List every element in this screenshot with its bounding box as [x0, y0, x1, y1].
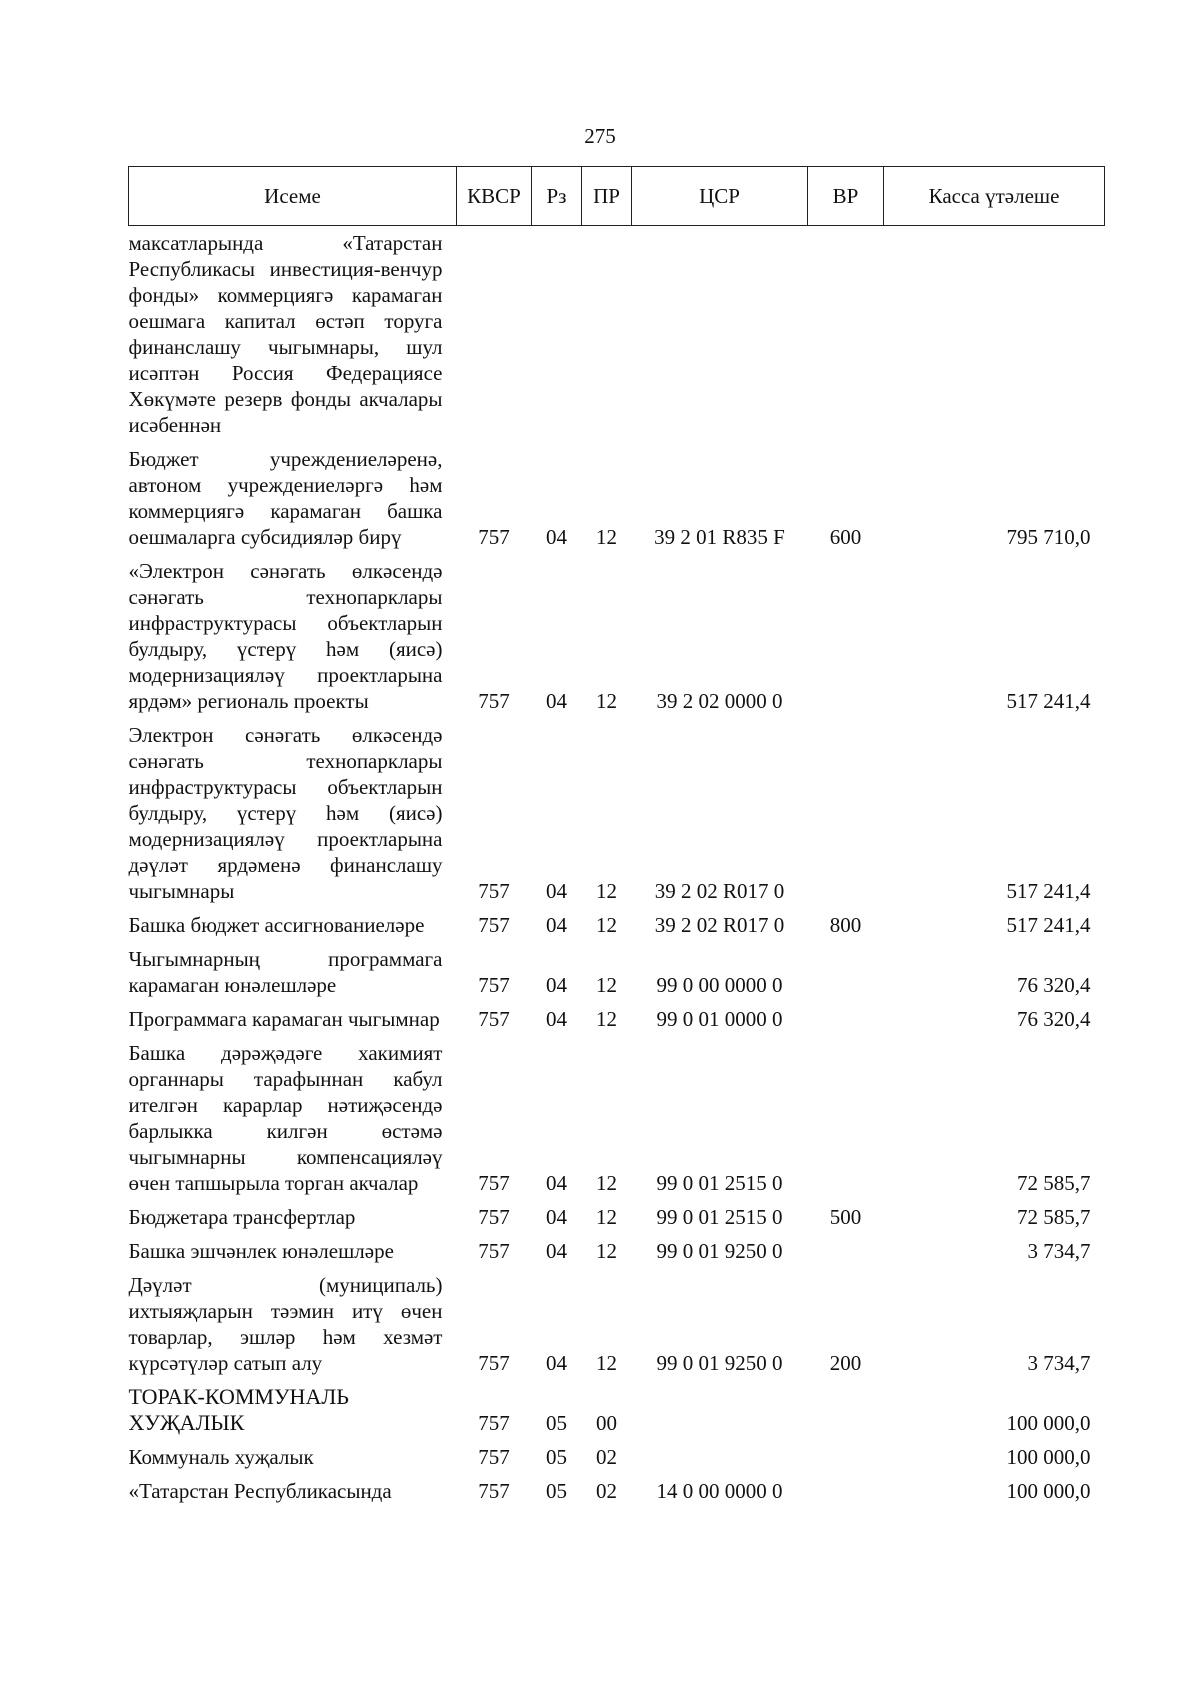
- row-amount: 3 734,7: [1027, 1239, 1091, 1263]
- header-name: Исеме: [129, 167, 457, 226]
- row-kvsr: 757: [478, 1479, 510, 1503]
- row-vr: [808, 718, 884, 908]
- row-rz: 04: [546, 689, 567, 713]
- table-row: [129, 942, 1105, 1002]
- row-csr: [632, 226, 808, 443]
- header-rz: Рз: [532, 167, 582, 226]
- row-kvsr: 757: [478, 525, 510, 549]
- row-rz: 04: [546, 973, 567, 997]
- row-pr: 12: [596, 1205, 617, 1229]
- table-row: [129, 1036, 1105, 1200]
- row-name: Программага карамаган чыгымнар: [128, 1007, 440, 1031]
- row-pr: 12: [596, 1239, 617, 1263]
- row-csr: 99 0 01 9250 0: [656, 1351, 783, 1375]
- row-amount: 100 000,0: [1006, 1411, 1091, 1435]
- row-pr: [582, 226, 632, 443]
- row-vr: [808, 1036, 884, 1200]
- row-name: Башка бюджет ассигнованиеләре: [128, 913, 425, 937]
- table-row: [129, 1234, 1105, 1268]
- header-vr: ВР: [808, 167, 884, 226]
- table-row: [129, 226, 1105, 443]
- row-name: «Татарстан Республикасында: [128, 1479, 392, 1503]
- row-pr: 12: [596, 1351, 617, 1375]
- row-kvsr: 757: [478, 1445, 510, 1469]
- budget-table: [128, 166, 1105, 1508]
- row-name: ТОРАК-КОММУНАЛЬ ХУҖАЛЫК: [128, 1384, 349, 1435]
- row-amount: 517 241,4: [1006, 913, 1091, 937]
- row-rz: 04: [546, 1171, 567, 1195]
- header-kvsr: КВСР: [457, 167, 532, 226]
- table-row: [129, 908, 1105, 942]
- row-vr: [808, 1234, 884, 1268]
- row-name: Бюджет учреждениеләренә, автоном учреждениеләргә һәм коммерциягә карамаган башка оешмаларга субсидияләр бирү: [128, 447, 443, 549]
- row-vr: [808, 1380, 884, 1440]
- row-rz: 04: [546, 525, 567, 549]
- row-pr: 02: [596, 1445, 617, 1469]
- row-name: Электрон сәнәгать өлкәсендә сәнәгать технопарклары инфраструктурасы объектларын булдыру, үстерү һәм (яисә) модернизацияләү проектларына дәүләт ярдәменә финанслашу чыгымнары: [128, 723, 443, 903]
- row-name: Башка дәрәҗәдәге хакимият органнары тарафыннан кабул ителгән карарлар нәтиҗәсендә барлыкка килгән өстәмә чыгымнарны компенсацияләү өчен тапшырыла торган акчалар: [128, 1041, 443, 1195]
- row-vr: [808, 1440, 884, 1474]
- row-rz: 04: [546, 913, 567, 937]
- row-rz: 04: [546, 1239, 567, 1263]
- row-csr: 99 0 00 0000 0: [656, 973, 783, 997]
- page-number: 275: [584, 124, 616, 148]
- row-pr: 00: [596, 1411, 617, 1435]
- row-name: Дәүләт (муниципаль) ихтыяҗларын тәэмин итү өчен товарлар, эшләр һәм хезмәт күрсәтүләр сатып алу: [128, 1273, 443, 1375]
- row-vr: [808, 226, 884, 443]
- row-name: максатларында «Татарстан Республикасы инвестиция-венчур фонды» коммерциягә карамаган оешмага капитал өстәп торуга финанслашу чыгымнары, шул исәптән Россия Федерациясе Хөкүмәте резерв фонды акчалары исәбеннән: [128, 231, 443, 437]
- table-row: [129, 1380, 1105, 1440]
- row-csr: 39 2 01 R835 F: [654, 525, 785, 549]
- row-kvsr: 757: [478, 1411, 510, 1435]
- table-row: [129, 1200, 1105, 1234]
- row-name: Башка эшчәнлек юнәлешләре: [128, 1239, 394, 1263]
- row-pr: 12: [596, 1171, 617, 1195]
- row-kvsr: 757: [478, 1007, 510, 1031]
- row-kvsr: 757: [478, 879, 510, 903]
- row-amount: 795 710,0: [1006, 525, 1091, 549]
- row-pr: 12: [596, 973, 617, 997]
- row-kvsr: 757: [478, 1351, 510, 1375]
- row-csr: 39 2 02 R017 0: [654, 913, 785, 937]
- row-amount: 517 241,4: [1006, 689, 1091, 713]
- row-pr: 12: [596, 1007, 617, 1031]
- row-csr: 39 2 02 0000 0: [656, 689, 783, 713]
- row-name: Бюджетара трансфертлар: [128, 1205, 356, 1229]
- table-row: [129, 1440, 1105, 1474]
- row-name: «Электрон сәнәгать өлкәсендә сәнәгать технопарклары инфраструктурасы объектларын булдыру, үстерү һәм (яисә) модернизацияләү проектларына ярдәм» региональ проекты: [128, 559, 443, 713]
- header-pr: ПР: [582, 167, 632, 226]
- row-kvsr: 757: [478, 689, 510, 713]
- row-kvsr: [457, 226, 532, 443]
- row-rz: 04: [546, 879, 567, 903]
- row-kvsr: 757: [478, 1171, 510, 1195]
- row-pr: 02: [596, 1479, 617, 1503]
- row-kvsr: 757: [478, 1239, 510, 1263]
- row-vr: 800: [829, 913, 862, 937]
- row-rz: [532, 226, 582, 443]
- table-row: [129, 442, 1105, 554]
- table-row: [129, 1002, 1105, 1036]
- row-amount: 76 320,4: [1017, 973, 1091, 997]
- row-amount: 72 585,7: [1017, 1205, 1091, 1229]
- row-vr: [808, 1002, 884, 1036]
- row-pr: 12: [596, 525, 617, 549]
- row-kvsr: 757: [478, 973, 510, 997]
- row-csr: 99 0 01 9250 0: [656, 1239, 783, 1263]
- row-rz: 05: [546, 1479, 567, 1503]
- row-pr: 12: [596, 879, 617, 903]
- row-rz: 05: [546, 1445, 567, 1469]
- row-amount: 100 000,0: [1006, 1479, 1091, 1503]
- row-csr: 39 2 02 R017 0: [654, 879, 785, 903]
- row-csr: 14 0 00 0000 0: [656, 1479, 783, 1503]
- row-pr: 12: [596, 689, 617, 713]
- row-csr: 99 0 01 2515 0: [656, 1205, 783, 1229]
- row-amount: 76 320,4: [1017, 1007, 1091, 1031]
- row-csr: 99 0 01 0000 0: [656, 1007, 783, 1031]
- row-vr: [808, 1474, 884, 1508]
- row-name: Чыгымнарның программага карамаган юнәлешләре: [128, 947, 443, 997]
- row-kvsr: 757: [478, 913, 510, 937]
- row-pr: 12: [596, 913, 617, 937]
- row-vr: [808, 942, 884, 1002]
- row-name: Коммуналь хуҗалык: [128, 1445, 314, 1469]
- row-vr: 200: [829, 1351, 862, 1375]
- row-csr: [632, 1380, 808, 1440]
- row-amount: 3 734,7: [1027, 1351, 1091, 1375]
- row-amount: 517 241,4: [1006, 879, 1091, 903]
- table-row: [129, 554, 1105, 718]
- table-row: [129, 718, 1105, 908]
- table-row: [129, 1268, 1105, 1380]
- row-amount: 100 000,0: [1006, 1445, 1091, 1469]
- row-amount: 72 585,7: [1017, 1171, 1091, 1195]
- row-kvsr: 757: [478, 1205, 510, 1229]
- row-csr: [632, 1440, 808, 1474]
- row-amount: [884, 226, 1105, 443]
- row-rz: 04: [546, 1351, 567, 1375]
- header-kassa: Касса үтәлеше: [884, 167, 1105, 226]
- row-rz: 05: [546, 1411, 567, 1435]
- row-csr: 99 0 01 2515 0: [656, 1171, 783, 1195]
- row-rz: 04: [546, 1205, 567, 1229]
- row-vr: 500: [829, 1205, 862, 1229]
- row-rz: 04: [546, 1007, 567, 1031]
- row-vr: 600: [829, 525, 862, 549]
- table-row: [129, 1474, 1105, 1508]
- header-csr: ЦСР: [632, 167, 808, 226]
- row-vr: [808, 554, 884, 718]
- table-header-row: [129, 167, 1105, 226]
